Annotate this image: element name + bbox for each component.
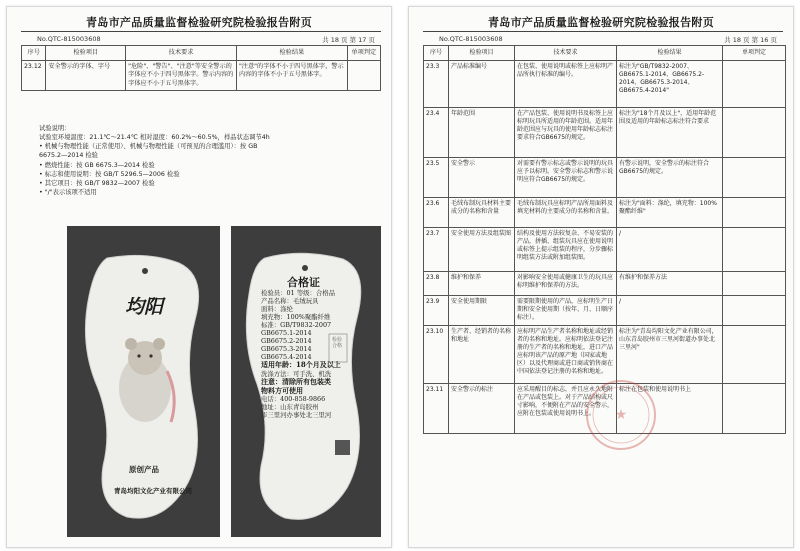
page-number: 共 18 页 第 17 页 — [322, 36, 375, 44]
note-line: 试验说明： — [39, 125, 71, 132]
note-line: 试验室环境温度：21.1℃～21.4℃ 相对湿度：60.2%～60.5%，样品状态调节4h — [39, 134, 270, 142]
col-header-requirement: 技术要求 — [515, 46, 617, 61]
report-number: No.QTC-815003608 — [439, 35, 503, 43]
note-line: • 其它项目：按 GB/T 9832—2007 检验 — [39, 179, 155, 187]
cell-result: / — [617, 228, 723, 272]
cell-result: 标注在包装和使用说明书上 — [617, 384, 723, 434]
cell-item: 安全警示 — [449, 158, 515, 198]
cell-no: 23.12 — [22, 61, 46, 91]
note-line: • "/"表示该项不适用 — [39, 188, 97, 196]
cell-no: 23.8 — [424, 272, 449, 296]
cell-no: 23.7 — [424, 228, 449, 272]
tag-company: 青岛均阳文化产业有限公司 — [114, 487, 192, 495]
page-title: 青岛市产品质量监督检验研究院检验报告附页 — [488, 16, 714, 29]
cell-verdict — [723, 326, 786, 384]
cell-item: 安全警示的字体、字号 — [46, 61, 126, 91]
certificate-details — [261, 289, 357, 419]
cell-item: 安全使用方法及组装图 — [449, 228, 515, 272]
inspection-stamp: 检验合格 — [332, 337, 343, 349]
table-row — [424, 198, 786, 228]
cell-verdict — [347, 61, 380, 91]
cell-requirement: 毛绒布制玩具应标明产品所用面料及填充材料的主要成分的名称和含量。 — [515, 198, 617, 228]
cell-requirement: 应采用醒目的标志，并且应永久地附在产品或包装上。对于产品结构或尺寸影响，不便附在产品的安全警示，应附在包装或使用说明书上。 — [515, 384, 617, 434]
cert-line: 洗涤方法：可手洗、机洗 — [261, 369, 332, 378]
table-row — [424, 272, 786, 296]
cell-requirement: 对影响安全使用或健康卫生的玩具应标明维护和保养的方法。 — [515, 272, 617, 296]
table-row — [22, 61, 381, 91]
col-header-item: 检验项目 — [449, 46, 515, 61]
tag-back-photo — [231, 226, 381, 537]
inspection-table — [21, 45, 381, 91]
cell-item: 毛绒布制玩具材料主要成分的名称和含量 — [449, 198, 515, 228]
cell-verdict — [723, 108, 786, 158]
cell-item: 年龄范围 — [449, 108, 515, 158]
tag-front-photo — [67, 226, 220, 537]
col-header-requirement: 技术要求 — [126, 46, 237, 61]
cell-verdict — [723, 296, 786, 326]
cert-line: 面料：涤纶 — [261, 305, 293, 313]
certificate-heading: 合格证 — [287, 276, 320, 289]
cell-requirement: "危险"、"警告"、"注意"等安全警示的字体应不小于四号黑体字。警示内容的字体应不小于五号黑体字。 — [126, 61, 237, 91]
title-rule — [21, 31, 381, 32]
cell-result: 标注为"GB/T9832-2007、GB6675.1-2014、GB6675.2-2014、GB6675.3-2014、GB6675.4-2014" — [617, 61, 723, 108]
note-line: • 标志和使用说明：按 GB/T 5296.5—2006 检验 — [39, 170, 180, 178]
cell-verdict — [723, 198, 786, 228]
cell-result: / — [617, 296, 723, 326]
cert-line: GB6675.3-2014 — [261, 345, 312, 353]
cert-line: 地址：山东青岛胶州 — [261, 403, 319, 412]
col-header-item: 检验项目 — [46, 46, 126, 61]
col-header-no: 序号 — [22, 46, 46, 61]
cell-item: 维护和保养 — [449, 272, 515, 296]
table-header-row — [424, 46, 786, 61]
cell-no: 23.10 — [424, 326, 449, 384]
cert-line: 适用年龄：18个月及以上 — [261, 360, 341, 369]
cert-line: GB6675.4-2014 — [261, 353, 312, 361]
test-notes — [39, 124, 379, 197]
cert-line: 检验员：01 等级：合格品 — [261, 289, 336, 297]
brand-logo: 均阳 — [125, 296, 164, 318]
cert-line: 注意：清除所有包装类 — [261, 376, 331, 386]
page-number: 共 18 页 第 16 页 — [724, 36, 777, 44]
cell-result: 有警示说明，安全警示的标注符合GB6675的规定。 — [617, 158, 723, 198]
cert-line: GB6675.2-2014 — [261, 337, 312, 345]
table-row — [424, 158, 786, 198]
cell-no: 23.11 — [424, 384, 449, 434]
svg-text:★: ★ — [614, 407, 628, 423]
note-line: • 燃烧性能：按 GB 6675.3—2014 检验 — [39, 161, 155, 169]
title-rule — [423, 31, 783, 32]
table-row — [424, 108, 786, 158]
cert-line: 市三里河办事处北三里河 — [261, 411, 332, 420]
cert-line: 产品名称：毛绒玩具 — [261, 297, 319, 305]
inspection-seal — [581, 375, 661, 455]
col-header-verdict: 单项判定 — [347, 46, 380, 61]
cell-requirement: 需要限期使用的产品，应标明生产日期和安全使用期（按年、月、日顺序标注）。 — [515, 296, 617, 326]
cell-no: 23.5 — [424, 158, 449, 198]
cell-verdict — [723, 228, 786, 272]
table-row — [424, 228, 786, 272]
cell-item: 安全使用期限 — [449, 296, 515, 326]
cert-line: 填充物：100%聚酯纤维 — [261, 313, 331, 321]
note-line: 6675.2—2014 检验 — [39, 152, 98, 160]
cert-line: 标准：GB/T9832-2007 — [261, 321, 332, 329]
report-page-16 — [408, 6, 794, 548]
cert-line: 物料方可使用 — [261, 385, 303, 395]
cell-result: 有维护和保养方法 — [617, 272, 723, 296]
table-header-row — [22, 46, 381, 61]
col-header-verdict: 单项判定 — [723, 46, 786, 61]
tag-subtitle: 原创产品 — [129, 465, 159, 474]
cell-result: 标注为"青岛均阳文化产业有限公司，山东青岛胶州市三里河街道办事处北三里河" — [617, 326, 723, 384]
cell-verdict — [723, 158, 786, 198]
report-number: No.QTC-815003608 — [37, 35, 101, 43]
cell-requirement: 应标明产品生产者名称和地址或经销者的名称和地址。应标明依法登记注册的生产者的名称和地址，进口产品应标明该产品的原产地（国家或地区）以及代理商或进口商或销售商在中国依法登记注册的名称和地址。 — [515, 326, 617, 384]
cell-item: 产品标准编号 — [449, 61, 515, 108]
cell-requirement: 在产品包装、使用说明书及标签上应标明玩具所适用的年龄范围。适用年龄范围应与玩具的使用年龄标志标注要求符合GB6675的规定。 — [515, 108, 617, 158]
col-header-result: 检验结果 — [617, 46, 723, 61]
cell-verdict — [723, 272, 786, 296]
cell-result: 标注为"18个月及以上"，适用年龄范围及适用的年龄标志标注符合要求 — [617, 108, 723, 158]
cell-requirement: 对需要有警示标志或警示说明的玩具应予以标明。安全警示标志和警示说明应符合GB6675的规定。 — [515, 158, 617, 198]
cell-no: 23.3 — [424, 61, 449, 108]
note-line: • 机械与物理性能（正常使用）、机械与物理性能（可预见的合理滥用）：按 GB — [39, 143, 258, 151]
cell-result: "注意"的字体不小于四号黑体字，警示内容的字体不小于五号黑体字。 — [236, 61, 347, 91]
cell-verdict — [723, 384, 786, 434]
table-row — [424, 61, 786, 108]
cert-line: GB6675.1-2014 — [261, 329, 312, 337]
table-row — [424, 296, 786, 326]
cell-no: 23.9 — [424, 296, 449, 326]
cert-line: 电话：400-858-9866 — [261, 395, 326, 404]
cell-requirement: 在包装、使用说明或标签上应标明产品所执行标准的编号。 — [515, 61, 617, 108]
cell-verdict — [723, 61, 786, 108]
page-title: 青岛市产品质量监督检验研究院检验报告附页 — [86, 16, 312, 29]
cell-item: 生产者、经销者的名称和地址 — [449, 326, 515, 384]
cell-no: 23.6 — [424, 198, 449, 228]
cell-no: 23.4 — [424, 108, 449, 158]
report-page-17 — [6, 6, 392, 548]
cell-item: 安全警示的标注 — [449, 384, 515, 434]
col-header-no: 序号 — [424, 46, 449, 61]
cell-result: 标注为"面料：涤纶，填充物：100%聚酯纤维" — [617, 198, 723, 228]
col-header-result: 检验结果 — [236, 46, 347, 61]
cell-requirement: 结构及使用方法较复杂、不易安装的产品，拼插、组装玩具应在使用说明或标签上提示组装的程序，分步骤标明组装方法或附加组装图。 — [515, 228, 617, 272]
